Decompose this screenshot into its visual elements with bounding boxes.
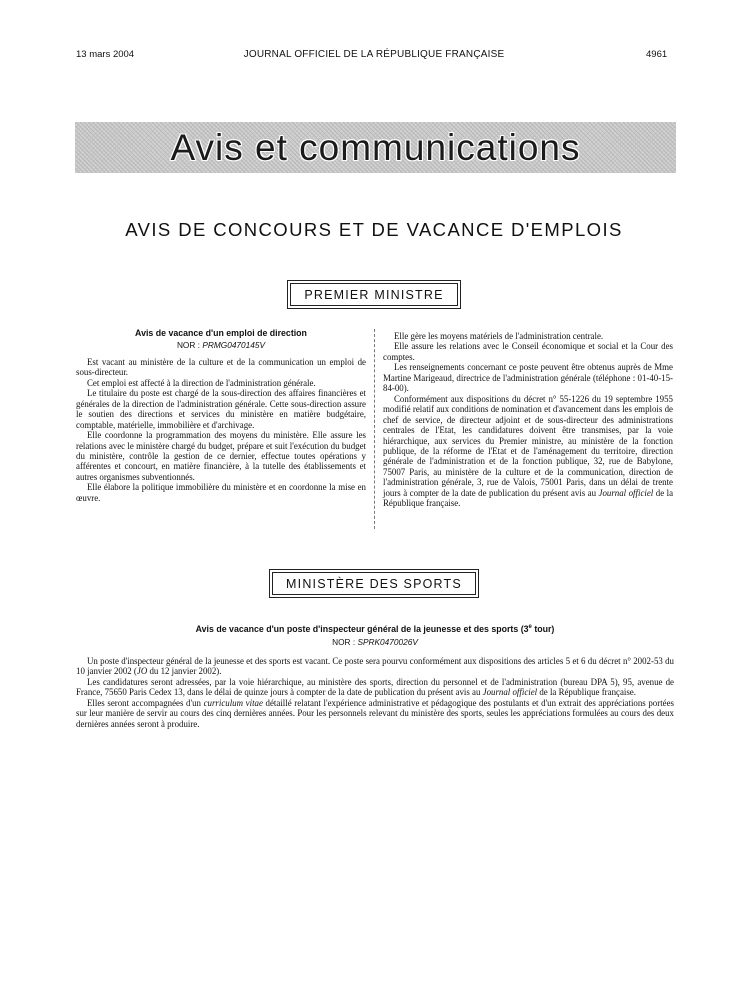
ministry-box-sports <box>0 572 748 595</box>
nor-label: NOR : <box>332 637 356 648</box>
paragraph: Elles seront accompagnées d'un curriculum vitae détaillé relatant l'expérience administrative et pédagogique des postulants et d'un extrait des appréciations portées sur leur manière de servir au cours des cinq dernières années. Pour les personnels relevant du ministère des sports, seules les appréciations formulées au cours des deux dernières années seront à produire. <box>76 697 674 729</box>
main-heading: AVIS DE CONCOURS ET DE VACANCE D'EMPLOIS <box>125 219 623 240</box>
journal-title: JOURNAL OFFICIEL DE LA RÉPUBLIQUE FRANÇAISE <box>243 49 505 60</box>
paragraph: Un poste d'inspecteur général de la jeunesse et des sports est vacant. Ce poste sera pourvu conformément aux dispositions des articles 5 et 6 du décret n° 2002-53 du 10 janvier 2002 (JO du 12 janvier 2002). <box>76 655 674 677</box>
banner-title: Avis et communications <box>170 126 581 168</box>
article-title: Avis de vacance d'un poste d'inspecteur général de la jeunesse et des sports (3e tour) <box>195 624 555 634</box>
paragraph: Les candidatures seront adressées, par la voie hiérarchique, au ministère des sports, direction du personnel et de l'administration (bureau DPA 5), 95, avenue de France, 75650 Paris Cedex 13, dans le délai de quinze jours à compter de la date de publication du présent avis au Journal officiel de la République française. <box>76 676 674 698</box>
paragraph: Elle coordonne la programmation des moyens du ministère. Elle assure les relations avec le ministère chargé du budget, prépare et suit l'exécution du budget du ministère, contrôle la gestion de ce dernier, effectue toutes opérations y afférentes et concourt, en matière financière, à la tutelle des établissements et autres organismes subventionnés. <box>76 430 366 482</box>
nor-reference <box>76 340 366 350</box>
nor-code: PRMG0470145V <box>202 340 266 351</box>
paragraph: Le titulaire du poste est chargé de la sous-direction des affaires financières et générales de la direction de l'administration générale. Cette sous-direction assure le soutien des directions et services du ministère en matière budgétaire, comptable, matérielle, immobilière et d'archivage. <box>76 388 366 430</box>
paragraph: Les renseignements concernant ce poste peuvent être obtenus auprès de Mme Martine Marigeaud, directrice de l'administration générale (téléphone : 01-40-15-84-00). <box>383 362 673 394</box>
paragraph: Elle élabore la politique immobilière du ministère et en coordonne la mise en œuvre. <box>76 482 366 503</box>
paragraph: Est vacant au ministère de la culture et de la communication un emploi de sous-directeur. <box>76 356 366 378</box>
paragraph: Cet emploi est affecté à la direction de l'administration générale. <box>87 377 316 388</box>
article-title: Avis de vacance d'un emploi de direction <box>135 328 307 338</box>
paragraph: Conformément aux dispositions du décret n° 55-1226 du 19 septembre 1955 modifié relatif aux conditions de nomination et d'avancement dans les emplois de chef de service, de directeur adjoint et de sous-directeur des administrations centrales de l'Etat, les candidatures doivent être transmises, par la voie hiérarchique, aux services du Premier ministre, au ministère de la fonction publique, de la réforme de l'Etat et de l'aménagement du territoire, direction générale de l'administration et de la fonction publique, 32, rue de Babylone, 75007 Paris, au ministère de la culture et de la communication, direction de l'administration générale, 3, rue de Valois, 75001 Paris, dans un délai de trente jours à compter de la date de publication du présent avis au Journal officiel de la République française. <box>383 393 674 509</box>
ministry-title: MINISTÈRE DES SPORTS <box>272 572 476 595</box>
page-number: 4961 <box>646 49 668 60</box>
header-date: 13 mars 2004 <box>76 49 135 60</box>
nor-label: NOR : <box>176 340 200 351</box>
paragraph: Elle assure les relations avec le Conseil économique et social et la Cour des comptes. <box>383 341 673 362</box>
ministry-title: PREMIER MINISTRE <box>290 283 457 306</box>
nor-reference <box>76 637 674 647</box>
ministry-box-premier-ministre <box>0 283 748 306</box>
column-divider <box>374 329 375 529</box>
right-column <box>383 331 673 509</box>
section-banner <box>75 122 676 173</box>
sports-article <box>76 624 674 729</box>
paragraph: Elle gère les moyens matériels de l'administration centrale. <box>394 331 604 341</box>
left-column <box>76 328 366 503</box>
nor-code: SPRK0470026V <box>357 637 418 648</box>
